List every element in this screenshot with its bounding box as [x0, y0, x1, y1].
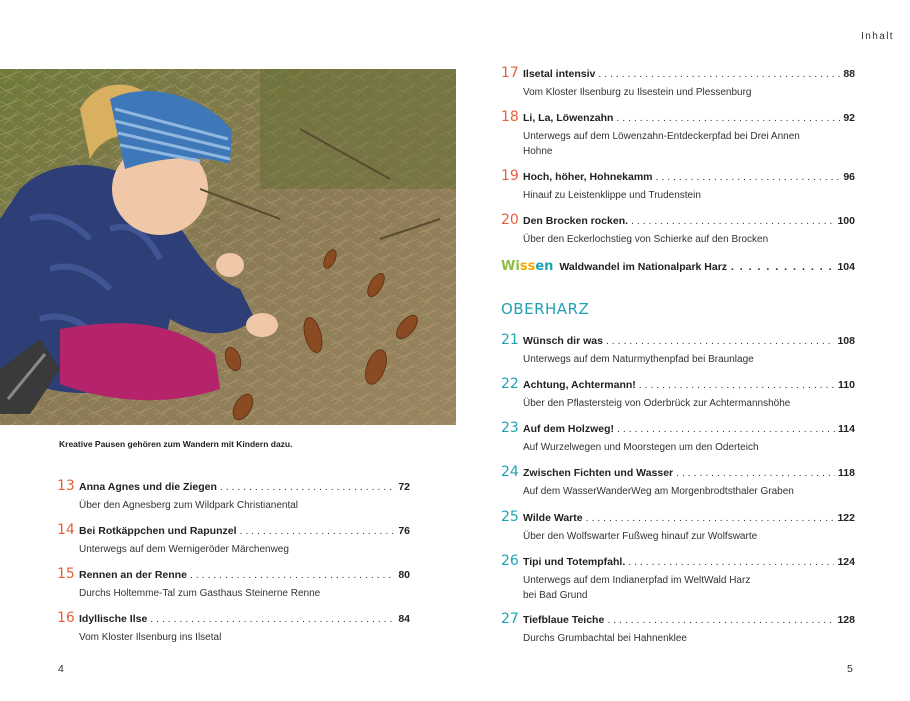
page-ref: 100 — [837, 215, 855, 227]
title-line — [523, 171, 855, 183]
photo-caption: Kreative Pausen gehören zum Wandern mit Kindern dazu. — [59, 439, 293, 449]
chapter-subtitle: Auf Wurzelwegen und Moorstegen um den Oderteich — [523, 442, 759, 453]
page-ref: 114 — [838, 423, 855, 435]
page-ref: 122 — [837, 512, 855, 524]
title-line — [523, 556, 855, 568]
title-line — [523, 614, 855, 626]
chapter-title: Tiefblaue Teiche — [523, 614, 605, 626]
chapter-title: Anna Agnes und die Ziegen — [79, 481, 217, 493]
leader-dots — [631, 215, 834, 227]
page-ref: 84 — [398, 613, 410, 625]
chapter-number: 19 — [501, 168, 519, 184]
leader-dots — [617, 423, 835, 435]
chapter-number: 22 — [501, 376, 519, 392]
chapter-subtitle-line: Hohne — [523, 146, 553, 157]
chapter-number: 13 — [57, 478, 75, 494]
page-ref: 118 — [838, 467, 855, 479]
page-ref: 108 — [837, 335, 855, 347]
chapter-number: 15 — [57, 566, 75, 582]
page-ref: 96 — [843, 171, 855, 183]
title-line — [523, 335, 855, 347]
chapter-subtitle: Vom Kloster Ilsenburg ins Ilsetal — [79, 632, 222, 643]
chapter-title: Tipi und Totempfahl. — [523, 556, 626, 568]
forest-photo — [0, 69, 456, 425]
page-number-right: 5 — [847, 663, 853, 675]
chapter-number: 18 — [501, 109, 519, 125]
chapter-number: 23 — [501, 420, 519, 436]
wissen-title: Waldwandel im Nationalpark Harz — [559, 261, 728, 273]
chapter-subtitle — [523, 129, 800, 159]
chapter-title: Auf dem Holzweg! — [523, 423, 614, 435]
page-ref: 92 — [843, 112, 855, 124]
leader-dots — [606, 335, 835, 347]
page-ref: 88 — [843, 68, 855, 80]
chapter-subtitle — [523, 573, 750, 603]
chapter-title: Bei Rotkäppchen und Rapunzel — [79, 525, 237, 537]
title-line — [79, 569, 410, 581]
chapter-subtitle-line: Unterwegs auf dem Löwenzahn-Entdeckerpfad bei Drei Annen — [523, 131, 800, 142]
chapter-subtitle: Vom Kloster Ilsenburg zu Ilsestein und Plessenburg — [523, 87, 752, 98]
chapter-number: 27 — [501, 611, 519, 627]
chapter-number: 25 — [501, 509, 519, 525]
leader-dots — [598, 68, 840, 80]
title-line — [79, 525, 410, 537]
chapter-number: 14 — [57, 522, 75, 538]
leader-dots — [190, 569, 395, 581]
chapter-number: 17 — [501, 65, 519, 81]
chapter-title: Den Brocken rocken. — [523, 215, 629, 227]
wissen-label: Wissen — [501, 259, 554, 274]
title-line — [523, 379, 855, 391]
page-ref: 104 — [837, 261, 855, 273]
wissen-entry[interactable] — [501, 257, 855, 275]
page-ref: 76 — [398, 525, 410, 537]
title-line — [79, 613, 410, 625]
chapter-title: Wilde Warte — [523, 512, 583, 524]
leader-dots — [607, 614, 834, 626]
chapter-subtitle: Auf dem WasserWanderWeg am Morgenbrodtsthaler Graben — [523, 486, 794, 497]
leader-dots — [628, 556, 834, 568]
leader-dots — [240, 525, 396, 537]
page-ref: 128 — [837, 614, 855, 626]
leader-dots — [220, 481, 395, 493]
leader-dots — [150, 613, 395, 625]
leader-dots — [730, 257, 834, 275]
chapter-title: Hoch, höher, Hohnekamm — [523, 171, 653, 183]
chapter-title: Rennen an der Renne — [79, 569, 187, 581]
chapter-subtitle: Durchs Holtemme-Tal zum Gasthaus Steinerne Renne — [79, 588, 321, 599]
title-line — [523, 423, 855, 435]
chapter-subtitle: Unterwegs auf dem Naturmythenpfad bei Braunlage — [523, 354, 754, 365]
chapter-number: 24 — [501, 464, 519, 480]
page-ref: 124 — [837, 556, 855, 568]
chapter-title: Wünsch dir was — [523, 335, 603, 347]
leader-dots — [656, 171, 841, 183]
title-line — [79, 481, 410, 493]
chapter-title: Achtung, Achtermann! — [523, 379, 636, 391]
chapter-number: 16 — [57, 610, 75, 626]
chapter-title: Li, La, Löwenzahn — [523, 112, 614, 124]
title-line — [523, 215, 855, 227]
chapter-number: 21 — [501, 332, 519, 348]
chapter-subtitle: Über den Agnesberg zum Wildpark Christianental — [79, 500, 298, 511]
chapter-title: Zwischen Fichten und Wasser — [523, 467, 674, 479]
chapter-subtitle-line: bei Bad Grund — [523, 590, 588, 601]
chapter-subtitle: Hinauf zu Leistenklippe und Trudenstein — [523, 190, 701, 201]
chapter-subtitle: Über den Pflastersteig von Oderbrück zur Achtermannshöhe — [523, 398, 791, 409]
section-label: Inhalt — [861, 31, 894, 42]
title-line — [523, 467, 855, 479]
chapter-subtitle: Durchs Grumbachtal bei Hahnenklee — [523, 633, 687, 644]
leader-dots — [639, 379, 835, 391]
chapter-subtitle: Über den Wolfswarter Fußweg hinauf zur Wolfswarte — [523, 531, 758, 542]
page-ref: 110 — [838, 379, 855, 391]
chapter-title: Idyllische Ilse — [79, 613, 148, 625]
chapter-subtitle: Unterwegs auf dem Wernigeröder Märchenweg — [79, 544, 289, 555]
chapter-subtitle-line: Unterwegs auf dem Indianerpfad im WeltWald Harz — [523, 575, 751, 586]
chapter-number: 20 — [501, 212, 519, 228]
page-ref: 72 — [398, 481, 410, 493]
chapter-number: 26 — [501, 553, 519, 569]
page-ref: 80 — [398, 569, 410, 581]
title-line — [523, 68, 855, 80]
page-number-left: 4 — [58, 663, 64, 675]
title-line — [523, 112, 855, 124]
leader-dots — [676, 467, 835, 479]
title-line — [523, 512, 855, 524]
chapter-subtitle: Über den Eckerlochstieg von Schierke auf den Brocken — [523, 234, 769, 245]
section-heading: OBERHARZ — [501, 300, 590, 318]
chapter-title: Ilsetal intensiv — [523, 68, 596, 80]
leader-dots — [616, 112, 840, 124]
leader-dots — [586, 512, 835, 524]
